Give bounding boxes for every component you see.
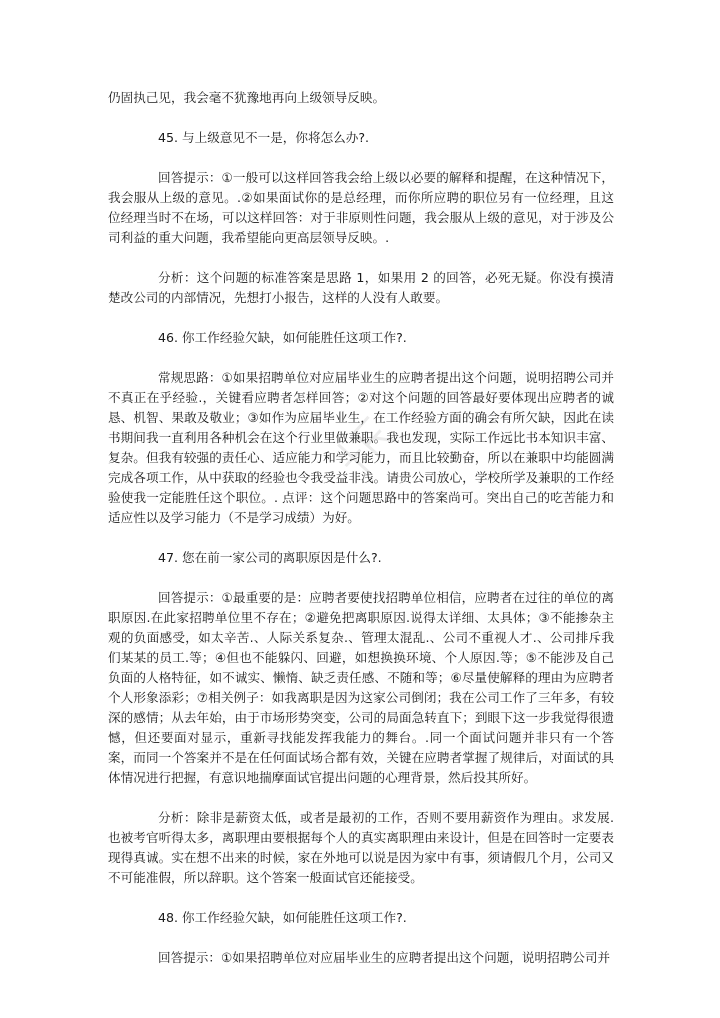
paragraph: 分析：除非是薪资太低，或者是最初的工作，否则不要用薪资作为理由。求发展.也被考官听得太多，离职理由要根据每个人的真实离职理由来设计，但是在回答时一定要表现得真诚。实在想不出来的时候，家在外地可以说是因为家中有事，须请假几个月，公司又不可能准假，所以辞职。这个答案一般面试官还能接受。 <box>108 810 614 885</box>
question-heading: 47. 您在前一家公司的离职原因是什么?. <box>158 550 382 565</box>
paragraph: 回答提示：①最重要的是：应聘者要使找招聘单位相信，应聘者在过往的单位的离职原因.在此家招聘单位里不存在；②避免把离职原因.说得太详细、太具体；③不能掺杂主观的负面感受，如太辛苦.、人际关系复杂.、管理太混乱.、公司不重视人才.、公司排斥我们某某的员工.等；④但也不能躲闪、回避，如想换换环境、个人原因.等；⑤不能涉及自己负面的人格特征，如不诚实、懒惰、缺乏责任感、不随和等；⑥尽量使解释的理由为应聘者个人形象添彩；⑦相关例子：如我离职是因为这家公司倒闭；我在公司工作了三年多，有较深的感情；从去年始，由于市场形势突变，公司的局面急转直下；到眼下这一步我觉得很遗憾，但还要面对显示，重新寻找能发挥我能力的舞台。.同一个面试问题并非只有一个答案，而同一个答案并不是在任何面试场合都有效，关键在应聘者掌握了规律后，对面试的具体情况进行把握，有意识地揣摩面试官提出问题的心理背景，然后投其所好。 <box>108 590 614 785</box>
question-heading: 46. 你工作经验欠缺，如何能胜任这项工作?. <box>158 330 407 345</box>
paragraph: 回答提示：①一般可以这样回答我会给上级以必要的解释和提醒，在这种情况下，我会服从上级的意见。.②如果面试你的是总经理，而你所应聘的职位另有一位经理，且这位经理当时不在场，可以这样回答：对于非原则性问题，我会服从上级的意见，对于涉及公司利益的重大问题，我希望能向更高层领导反映。. <box>108 170 614 245</box>
question-heading: 45. 与上级意见不一是，你将怎么办?. <box>158 130 370 145</box>
paragraph: 分析：这个问题的标准答案是思路 1，如果用 2 的回答，必死无疑。你没有摸清楚改公司的内部情况，先想打小报告，这样的人没有人敢要。 <box>108 270 614 305</box>
paragraph: 常规思路：①如果招聘单位对应届毕业生的应聘者提出这个问题，说明招聘公司并不真正在乎经验.，关键看应聘者怎样回答；②对这个问题的回答最好要体现出应聘者的诚恳、机智、果敢及敬业；③如作为应届毕业生，在工作经验方面的确会有所欠缺，因此在读书期间我一直利用各种机会在这个行业里做兼职。我也发现，实际工作远比书本知识丰富、复杂。但我有较强的责任心、适应能力和学习能力，而且比较勤奋，所以在兼职中均能圆满完成各项工作，从中获取的经验也令我受益非浅。请贵公司放心，学校所学及兼职的工作经验使我一定能胜任这个职位。. 点评：这个问题思路中的答案尚可。突出自己的吃苦能力和适应性以及学习能力（不是学习成绩）为好。 <box>108 370 614 525</box>
document-body <box>108 88 614 988</box>
paragraph: 仍固执己见，我会毫不犹豫地再向上级领导反映。 <box>108 90 386 105</box>
paragraph: 回答提示：①如果招聘单位对应届毕业生的应聘者提出这个问题，说明招聘公司并 <box>158 950 611 965</box>
question-heading: 48. 你工作经验欠缺，如何能胜任这项工作?. <box>158 910 407 925</box>
